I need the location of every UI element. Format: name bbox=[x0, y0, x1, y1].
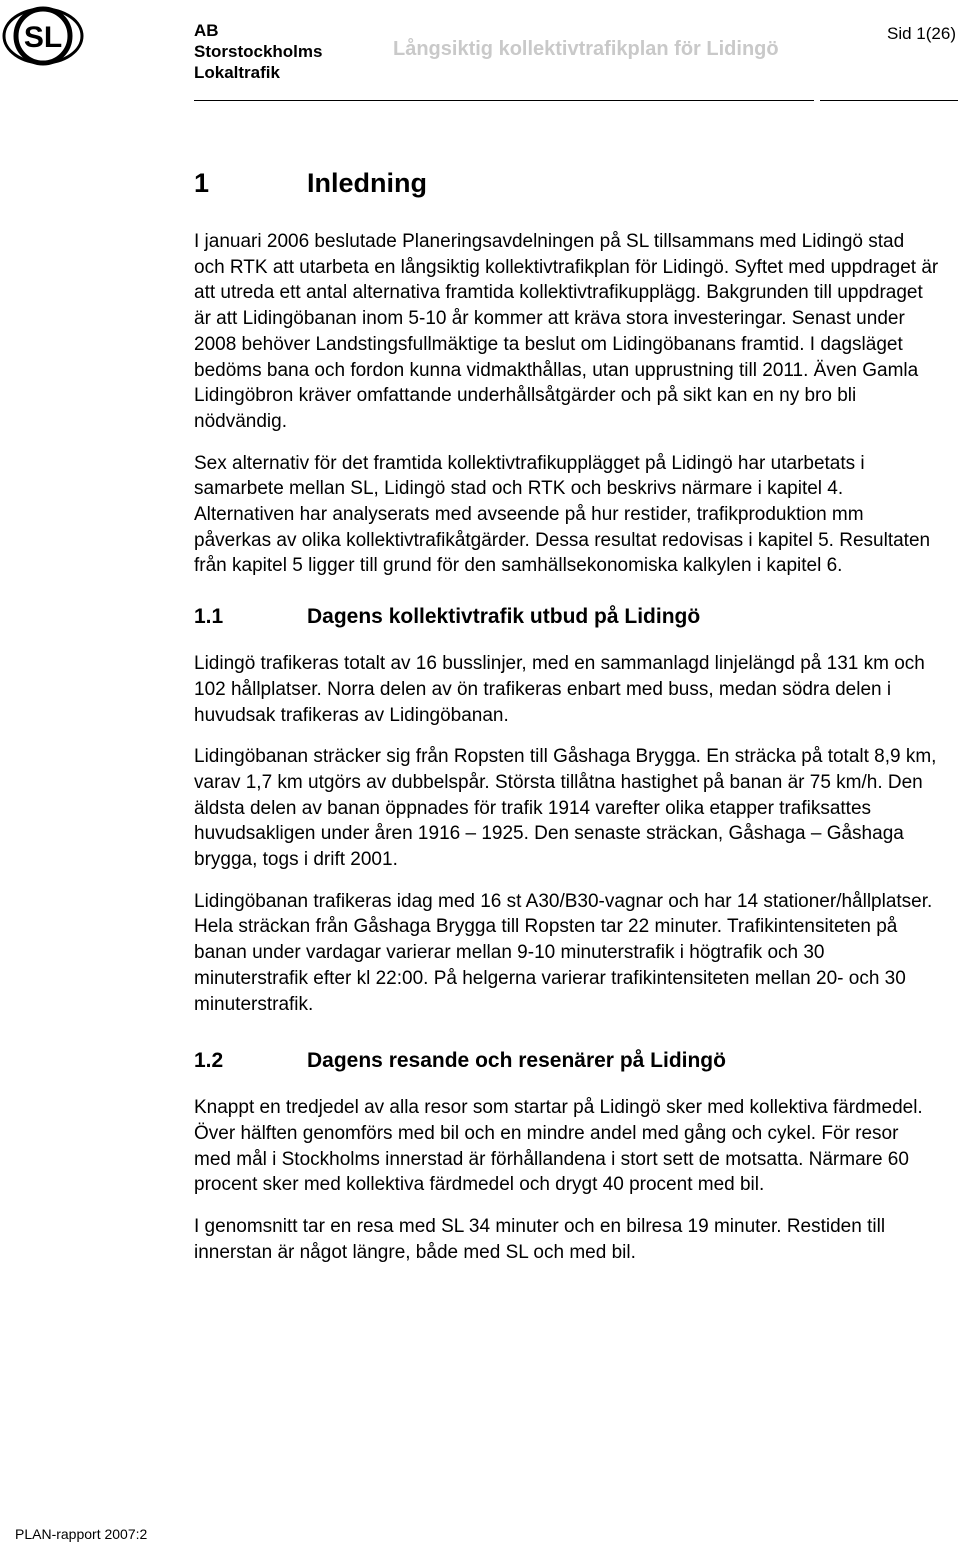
document-title: Långsiktig kollektivtrafikplan för Lidingö bbox=[393, 38, 779, 60]
section-heading bbox=[194, 603, 939, 631]
svg-text:SL: SL bbox=[23, 21, 63, 54]
paragraph: I januari 2006 beslutade Planeringsavdelningen på SL tillsammans med Lidingö stad och RTK att utarbeta en långsiktig kollektivtrafikplan för Lidingö. Syftet med uppdraget är att utreda ett antal alternativa framtida kollektivtrafikupplägg. Bakgrunden till uppdraget är att Lidingöbanan inom 5-10 år kommer att kräva stora investeringar. Senast under 2008 behöver Landstingsfullmäktige ta beslut om Lidingöbanans framtid. I dagsläget bedöms bana och fordon kunna vidmakthållas, utan upprustning till 2011. Även Gamla Lidingöbron kräver omfattande underhållsåtgärder och på sikt kan en ny bro bli nödvändig. bbox=[194, 231, 939, 432]
section-number: 1.2 bbox=[194, 1049, 224, 1073]
page-number: Sid 1(26) bbox=[887, 24, 956, 43]
paragraph: I genomsnitt tar en resa med SL 34 minuter och en bilresa 19 minuter. Restiden till innerstan är något längre, både med SL och med bil. bbox=[194, 1216, 886, 1263]
sl-logo bbox=[2, 6, 84, 66]
document-body bbox=[194, 160, 939, 1282]
org-line: Storstockholms bbox=[194, 42, 323, 61]
section-title: Dagens resande och resenärer på Lidingö bbox=[307, 1049, 726, 1073]
sl-logo-icon bbox=[2, 6, 84, 66]
organization-name bbox=[194, 20, 322, 83]
paragraph: Lidingöbanan trafikeras idag med 16 st A30/B30-vagnar och har 14 stationer/hållplatser. Hela sträckan från Gåshaga Brygga till Ropsten tar 22 minuter. Trafikintensiteten på banan under vardagar varierar mellan 9-10 minuterstrafik i högtrafik och 30 minuterstrafik efter kl 22:00. På helgerna varierar trafikintensiteten mellan 20- och 30 minuterstrafik. bbox=[194, 890, 933, 1015]
chapter-number: 1 bbox=[194, 168, 210, 198]
paragraph: Knappt en tredjedel av alla resor som startar på Lidingö sker med kollektiva färdmedel. Över hälften genomförs med bil och en mindre andel med gång och cykel. För resor med mål i Stockholms innerstad är förhållandena i stort sett de motsatta. Närmare 60 procent sker med kollektiva färdmedel och drygt 40 procent med bil. bbox=[194, 1097, 923, 1196]
section-heading bbox=[194, 1047, 939, 1075]
header-divider bbox=[194, 100, 958, 101]
chapter-heading bbox=[194, 160, 939, 206]
section-title: Dagens kollektivtrafik utbud på Lidingö bbox=[307, 605, 701, 629]
report-id: PLAN-rapport 2007:2 bbox=[15, 1526, 148, 1542]
paragraph: Lidingöbanan sträcker sig från Ropsten till Gåshaga Brygga. En sträcka på totalt 8,9 km, varav 1,7 km utgörs av dubbelspår. Största tillåtna hastighet på banan är 75 km/h. Den äldsta delen av banan öppnades för trafik 1914 varefter olika etapper trafiksattes huvudsakligen under åren 1916 – 1925. Den senaste sträckan, Gåshaga – Gåshaga brygga, togs i drift 2001. bbox=[194, 746, 937, 871]
org-line: Lokaltrafik bbox=[194, 63, 280, 82]
chapter-title: Inledning bbox=[307, 168, 427, 198]
paragraph: Sex alternativ för det framtida kollektivtrafikupplägget på Lidingö har utarbetats i samarbete mellan SL, Lidingö stad och RTK och beskrivs närmare i kapitel 4. Alternativen har analyserats med avseende på hur restider, trafikproduktion mm påverkas av olika kollektivtrafikåtgärder. Dessa resultat redovisas i kapitel 5. Resultaten från kapitel 5 ligger till grund för den samhällsekonomiska kalkylen i kapitel 6. bbox=[194, 452, 931, 577]
org-line: AB bbox=[194, 21, 219, 40]
section-number: 1.1 bbox=[194, 605, 224, 629]
paragraph: Lidingö trafikeras totalt av 16 busslinjer, med en sammanlagd linjelängd på 131 km och 102 hållplatser. Norra delen av ön trafikeras enbart med buss, medan södra delen i huvudsak trafikeras av Lidingöbanan. bbox=[194, 653, 925, 726]
